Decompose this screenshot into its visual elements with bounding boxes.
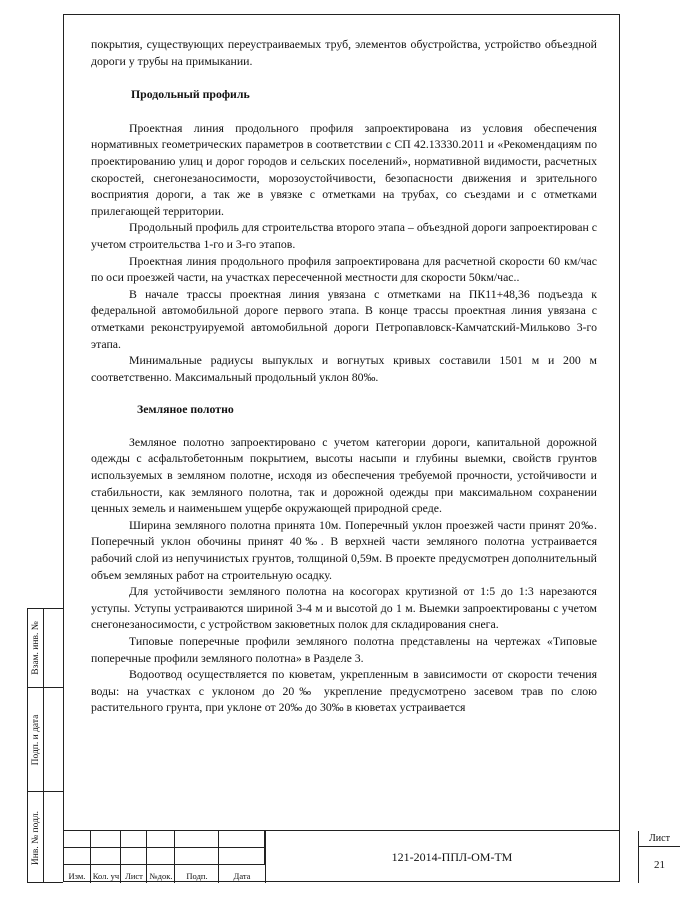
col-ndok-label: №док. — [149, 871, 173, 881]
paragraph: Для устойчивости земляного полотна на косогорах крутизной от 1:5 до 1:3 нарезаются уступы. Уступы устраиваются шириной 3-4 м и высотой до 1 м. Выемки запроектированы с учетом снегонезаносимости, с устройством закюветных полок для складирования снега. — [91, 584, 597, 632]
side-label-podp: Подп. и дата — [30, 714, 41, 765]
side-value-podp — [44, 688, 64, 792]
paragraph: Типовые поперечные профили земляного полотна представлены на чертежах «Типовые поперечные профили земляного полотна» в Разделе 3. — [91, 634, 597, 665]
paragraph: Проектная линия продольного профиля запроектирована для расчетной скорости 60 км/час по оси проезжей части, на участках пересеченной местности для скорости 50км/час.. — [91, 253, 597, 285]
document-body — [91, 36, 597, 716]
paragraph: Земляное полотно запроектировано с учетом категории дороги, капитальной дорожной одежды с асфальтобетонным покрытием, высоты насыпи и глубины выемки, свойств грунтов используемых в земляном полотне, исходя из обеспечения требуемой прочности, устойчивости и стабильности, как земляного полотна, так и дорожной одежды при максимальном сохранении ценных земель и наименьшем ущербе окружающей природной среде. — [91, 434, 597, 516]
col-list — [121, 865, 147, 883]
sheet-label: Лист — [639, 831, 680, 847]
paragraph-intro: покрытия, существующих переустраиваемых труб, элементов обустройства, устройство объездной дороги у трубы на примыкании. — [91, 37, 597, 68]
paragraph: Водоотвод осуществляется по кюветам, укрепленным в зависимости от скорости течения воды: на участках с уклоном до 20‰ укрепление предусмотрено засевом трав по слою растительного грунта, при уклоне от 20‰ до 30‰ в кюветах устраивается — [91, 667, 597, 715]
sheet-cell — [639, 831, 680, 883]
side-stamp-labels — [28, 609, 44, 882]
side-label-inv: Инв. № подл. — [30, 810, 41, 866]
col-ndok — [147, 865, 175, 883]
side-stamp-values — [44, 609, 64, 882]
heading-subgrade: Земляное полотно — [137, 402, 234, 417]
side-label-vzam: Взам. инв. № — [30, 621, 41, 675]
col-list-label: Лист — [125, 871, 143, 881]
side-cell-inv — [28, 792, 43, 884]
title-block — [63, 830, 670, 882]
side-value-inv — [44, 792, 64, 884]
side-value-vzam — [44, 609, 64, 688]
side-cell-vzam — [28, 609, 43, 688]
col-izm-label: Изм. — [68, 871, 86, 881]
col-kol — [91, 865, 121, 883]
document-code: 121-2014-ППЛ-ОМ-ТМ — [265, 831, 639, 883]
paragraph: В начале трассы проектная линия увязана с отметками на ПК11+48,36 подъезда к федеральной автомобильной дороге первого этапа. В конце трассы проектная линия увязана с отметками реконструируемой автомобильной дороги Петропавловск-Камчатский-Мильково 3-го этапа. — [91, 286, 597, 351]
col-kol-label: Кол. уч — [92, 871, 120, 881]
side-stamp — [27, 608, 63, 883]
paragraph: Минимальные радиусы выпуклых и вогнутых кривых составили 1501 м и 200 м соответственно. Максимальный продольный уклон 80‰. — [91, 353, 597, 384]
col-podp — [175, 865, 219, 883]
col-podp-label: Подп. — [186, 871, 208, 881]
col-data-label: Дата — [233, 871, 251, 881]
revision-grid — [63, 831, 265, 883]
paragraph: Ширина земляного полотна принята 10м. Поперечный уклон проезжей части принят 20‰. Поперечный уклон обочины принят 40‰. В верхней части земляного полотна устраивается рабочий слой из непучинистых грунтов, толщиной 0,59м. В проекте предусмотрен дополнительный объем земляных работ на строительную осадку. — [91, 517, 597, 582]
sheet-number: 21 — [654, 859, 665, 871]
heading-longitudinal-profile: Продольный профиль — [131, 87, 250, 102]
col-izm — [63, 865, 91, 883]
col-data — [219, 865, 265, 883]
paragraph: Проектная линия продольного профиля запроектирована из условия обеспечения нормативных геометрических параметров в соответствии с СП 42.13330.2011 и «Рекомендациям по проектированию улиц и дорог городов и сельских поселений», нормативной видимости, расчетных скоростей, снегонезаносимости, морозоустойчивости, безопасности движения и зрительного восприятия дороги, а так же в увязке с отметками на трубах, со съездами и с отметками прилегающей территории. — [91, 120, 597, 218]
paragraph: Продольный профиль для строительства второго этапа – объездной дороги запроектирован с учетом строительства 1-го и 3-го этапов. — [91, 220, 597, 251]
side-cell-podp — [28, 688, 43, 792]
